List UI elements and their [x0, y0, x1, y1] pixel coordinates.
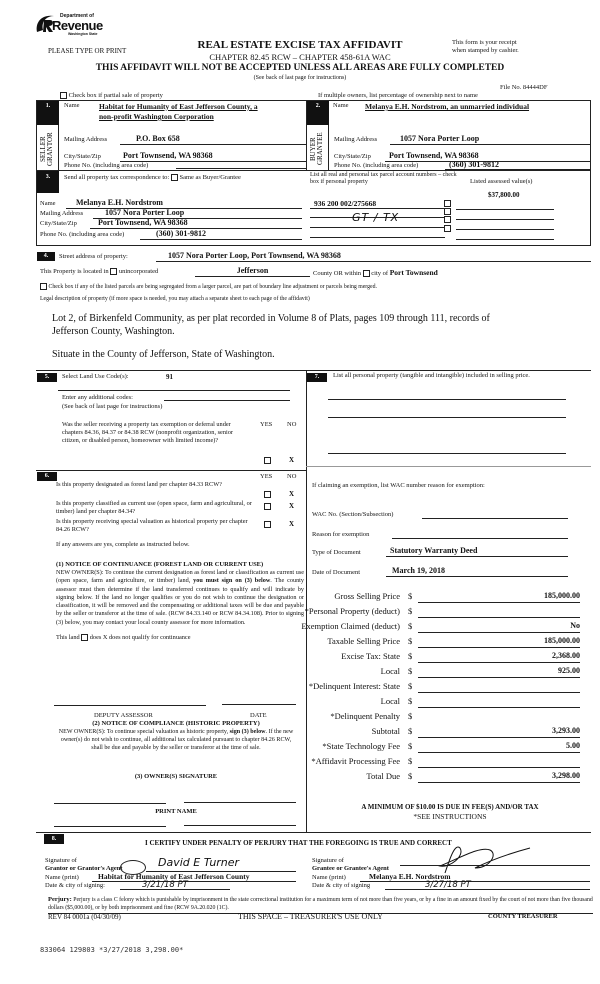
affidavit-processing-fee-row: *Affidavit Processing Fee $ — [310, 756, 600, 770]
partial-sale-label: Check box if partial sale of property — [68, 92, 163, 99]
handwritten-parcel-note: GT / TX — [352, 211, 400, 224]
grantee-name-label: Name (print) — [312, 874, 346, 881]
land-use-code[interactable]: 91 — [166, 373, 173, 381]
personal-property-deduct-row: *Personal Property (deduct) $ — [310, 606, 600, 620]
assessed-value-1[interactable]: $37,800.00 — [488, 191, 520, 199]
corr-name-field[interactable]: Melanya E.H. Nordstrom — [66, 198, 302, 209]
affidavit-processing-fee-field[interactable] — [418, 756, 580, 768]
additional-codes-field[interactable] — [164, 393, 290, 401]
doc-date-label: Date of Document — [312, 569, 361, 576]
excise-tax-state-field[interactable]: 2,368.00 — [418, 651, 580, 663]
owner-signature-line-1[interactable] — [54, 803, 166, 804]
section-7-badge: 7. — [307, 373, 327, 382]
seller-phone-field[interactable] — [176, 160, 306, 169]
correspondence-label: Send all property tax correspondence to: — [64, 174, 170, 181]
segregated-row — [40, 283, 377, 291]
delinquent-interest-local-row: Local $ — [310, 696, 600, 710]
grantor-signature[interactable]: David E Turner — [146, 856, 296, 872]
notice-continuance-title: (1) NOTICE OF CONTINUANCE (FOREST LAND OR CURRENT USE) — [56, 561, 264, 568]
delinquent-interest-state-row: *Delinquent Interest: State $ — [310, 681, 600, 695]
taxable-selling-price-field[interactable]: 185,000.00 — [418, 636, 580, 648]
continuance-row — [56, 634, 191, 642]
land-use-no-header: NO — [287, 421, 297, 428]
correspondence-row — [64, 174, 241, 182]
treasurer-receipt-stamp: 833064 129803 *3/27/2018 3,298.00* — [40, 946, 184, 954]
grantee-date-label: Date & city of signing — [312, 882, 371, 889]
county-treasurer: COUNTY TREASURER — [488, 913, 558, 920]
land-use-yes-header: YES — [260, 421, 273, 428]
corr-mailing-field[interactable]: 1057 Nora Porter Loop — [93, 208, 302, 219]
street-label: Street address of property: — [59, 253, 128, 260]
historic-yes-checkbox[interactable] — [264, 521, 271, 528]
legal-line-3: Situate in the County of Jefferson, State of Washington. — [52, 349, 275, 360]
grantee-sig-label: Signature of Grantee or Grantee's Agent — [312, 857, 389, 872]
current-use-question: Is this property classified as current use (open space, farm and agricultural, or timber) land per chapter 84.34? — [56, 500, 252, 515]
wac-label: WAC No. (Section/Subsection) — [312, 511, 394, 518]
does-not-qualify[interactable]: X does not qualify for continuance — [102, 634, 191, 641]
partial-sale-checkbox[interactable] — [60, 92, 67, 99]
buyer-city-field[interactable]: Port Townsend, WA 98368 — [385, 151, 590, 162]
historic-no-answer[interactable]: X — [289, 520, 295, 528]
grantee-signature[interactable] — [400, 844, 590, 866]
see-instructions-note: *SEE INSTRUCTIONS — [413, 812, 487, 821]
does-label: does — [89, 634, 102, 641]
current-use-yes-checkbox[interactable] — [264, 503, 271, 510]
street-address-field[interactable]: 1057 Nora Porter Loop, Port Townsend, WA 98368 — [156, 251, 591, 262]
personal-property-line-2[interactable] — [328, 417, 566, 418]
legal-line-1: Lot 2, of Birkenfeld Community, as per plat recorded in Volume 8 of Plats, pages 109 through 111, records of — [52, 313, 490, 324]
warning-banner: THIS AFFIDAVIT WILL NOT BE ACCEPTED UNLESS ALL AREAS ARE FULLY COMPLETED — [95, 63, 505, 73]
assessed-row-2[interactable] — [456, 219, 554, 220]
amount-label: Gross Selling Price — [334, 591, 400, 601]
perjury-notice: Perjury: Perjury is a class C felony which is punishable by imprisonment in the state correctional institution for a maximum term of not more than five years, or by a fine in an amount fixed by the court of not more than five thousand dollars ($5,000.00), or by both imprisonment and fine (RCW 9A.20.020 (1C). — [48, 896, 593, 914]
buyer-side-label: BUYER GRANTEE — [309, 132, 324, 166]
forest-no-answer[interactable]: X — [289, 490, 295, 498]
wac-field[interactable] — [422, 509, 568, 519]
forest-question: Is this property designated as forest land per chapter 84.33 RCW? — [56, 481, 222, 488]
legal-description[interactable] — [52, 312, 572, 361]
grantor-name-label: Name (print) — [45, 874, 79, 881]
buyer-name-label: Name — [333, 102, 349, 109]
additional-codes-note: (See back of last page for instructions) — [62, 403, 163, 410]
county-field[interactable]: Jefferson — [195, 266, 310, 277]
city-of-label: city of — [371, 270, 389, 277]
logo-dept: Department of — [60, 13, 94, 19]
grantee-name-field[interactable]: Melanya E.H. Nordstrom — [360, 872, 590, 882]
seller-mailing-label: Mailing Address — [64, 136, 108, 143]
instructions-note: (See back of last page for instructions) — [253, 75, 347, 81]
state-technology-fee-row: *State Technology Fee $ 5.00 — [322, 741, 580, 751]
designation-no-header: NO — [287, 473, 297, 480]
logo-state: Washington State — [68, 32, 98, 36]
delinquent-penalty-row: *Delinquent Penalty $ — [310, 711, 600, 725]
grantor-date-label: Date & city of signing: — [45, 882, 105, 889]
grantor-date-field[interactable]: 3/21/18 PT — [120, 880, 230, 890]
seller-name[interactable]: Habitat for Humanity of East Jefferson County, a — [99, 102, 258, 111]
corr-mailing-label: Mailing Address — [40, 210, 84, 217]
delinquent-interest-state-field[interactable] — [418, 681, 580, 693]
corr-city-field[interactable]: Port Townsend, WA 98368 — [90, 218, 302, 229]
treasurer-space: THIS SPACE – TREASURER'S USE ONLY — [238, 912, 383, 921]
seller-city-label: City/State/Zip — [64, 153, 101, 160]
buyer-phone-field[interactable]: (360) 301-9812 — [445, 160, 590, 170]
owner-signature-label: (3) OWNER(S) SIGNATURE — [134, 773, 218, 780]
partial-sale-row — [60, 92, 163, 100]
delinquent-interest-local-field[interactable] — [418, 696, 580, 708]
if-yes-note: If any answers are yes, complete as instructed below. — [56, 541, 190, 548]
personal-property-line-3[interactable] — [328, 453, 566, 454]
print-name-line-1[interactable] — [54, 826, 166, 827]
parcel-2-personal-checkbox[interactable] — [444, 208, 451, 215]
multiple-owners-note: If multiple owners, list percentage of ownership next to name — [318, 92, 478, 99]
subtotal-row: Subtotal $ 3,293.00 — [371, 726, 580, 736]
historic-question: Is this property receiving special valuation as historical property per chapter 84.26 RCW? — [56, 518, 248, 533]
form-revision: REV 84 0001a (04/30/09) — [48, 913, 121, 921]
section-6-badge: 6. — [37, 472, 57, 481]
county-or-label: County OR within — [313, 270, 362, 277]
parcel-row-1[interactable]: 936 200 002/275668 — [310, 199, 445, 209]
land-use-line — [58, 390, 290, 391]
unincorporated-label: unincorporated — [118, 268, 159, 275]
located-label: This Property is located in — [40, 268, 109, 275]
print-name-line-2[interactable] — [184, 825, 296, 826]
buyer-mailing-label: Mailing Address — [334, 136, 378, 143]
section-2-badge: 2. — [307, 101, 329, 170]
corr-phone-field[interactable]: (360) 301-9812 — [140, 229, 302, 240]
seller-name-label: Name — [64, 102, 80, 109]
minimum-fee-note: A MINIMUM OF $10.00 IS DUE IN FEE(S) AND/OR TAX — [361, 803, 539, 811]
excise-tax-state-row: Excise Tax: State $ 2,368.00 — [341, 651, 580, 661]
parcel-1-personal-checkbox[interactable] — [444, 200, 451, 207]
section-3-badge: 3. — [37, 171, 59, 193]
corr-phone-label: Phone No. (including area code) — [40, 231, 125, 238]
section-5-badge: 5. — [37, 373, 57, 382]
section-8-badge: 8. — [44, 834, 64, 844]
parcel-3-personal-checkbox[interactable] — [444, 216, 451, 223]
city-row — [313, 268, 438, 278]
this-land-label: This land — [56, 634, 80, 641]
assessor-date-label: DATE — [250, 712, 267, 719]
doc-date-field[interactable]: March 19, 2018 — [386, 566, 568, 577]
please-type: PLEASE TYPE OR PRINT — [48, 47, 127, 55]
assessed-row-3[interactable] — [456, 229, 554, 230]
seller-phone-label: Phone No. (including area code) — [64, 162, 149, 169]
corr-city-label: City/State/Zip — [40, 220, 77, 227]
seller-name-line2[interactable]: non-profit Washington Corporation — [99, 112, 214, 121]
notice-compliance-text: NEW OWNER(S): To continue special valuation as historic property, sign (3) below. If the new owner(s) do not wish to continue, all additional tax calculated pursuant to chapter 84.26 RCW, shall be due and payable by the seller or transferor at the time of sale. — [58, 729, 294, 752]
grantor-sig-label: Signature of Grantor or Grantor's Agent — [45, 857, 123, 872]
excise-tax-local-row: Local $ 925.00 — [380, 666, 580, 676]
exemption-no-answer[interactable]: X — [289, 456, 295, 464]
personal-property-line-1[interactable] — [328, 399, 566, 400]
doc-type-label: Type of Document — [312, 549, 361, 556]
state-technology-fee-field[interactable]: 5.00 — [418, 741, 580, 753]
personal-property-label: List all personal property (tangible and intangible) included in selling price. — [333, 372, 530, 379]
dor-logo — [34, 12, 104, 38]
grantor-name-field[interactable]: Habitat for Humanity of East Jefferson County — [92, 872, 296, 882]
delinquent-penalty-field[interactable] — [418, 711, 580, 723]
same-as-buyer-checkbox[interactable] — [171, 174, 178, 181]
section-4-badge: 4. — [37, 252, 55, 261]
certification-statement: I CERTIFY UNDER PENALTY OF PERJURY THAT THE FOREGOING IS TRUE AND CORRECT — [145, 839, 452, 847]
file-number: File No. 84444DF — [500, 84, 548, 91]
taxable-selling-price-row: Taxable Selling Price $ 185,000.00 — [327, 636, 580, 646]
form-title: REAL ESTATE EXCISE TAX AFFIDAVIT — [197, 39, 403, 51]
receipt-note-1: This form is your receipt — [452, 39, 517, 46]
does-qualify-checkbox[interactable] — [81, 634, 88, 641]
buyer-mailing-field[interactable]: 1057 Nora Porter Loop — [390, 134, 590, 145]
buyer-city-label: City/State/Zip — [334, 153, 371, 160]
segregated-checkbox[interactable] — [40, 283, 47, 290]
exemption-yes-checkbox[interactable] — [264, 457, 271, 464]
segregated-label: Check box if any of the listed parcels are being segregated from a larger parcel, are part of boundary line adjustment or parcels being merged. — [48, 283, 377, 290]
legal-description-label: Legal description of property (if more space is needed, you may attach a separate sheet to each page of the affidavit) — [40, 296, 310, 302]
gross-selling-price-row: Gross Selling Price $ 185,000.00 — [334, 591, 580, 601]
total-due-row: Total Due $ 3,298.00 — [366, 771, 580, 781]
assessed-row-4[interactable] — [456, 239, 554, 240]
section-1-badge: 1. — [37, 101, 59, 170]
location-row — [40, 268, 158, 276]
parcel-4-personal-checkbox[interactable] — [444, 225, 451, 232]
deputy-assessor-label: DEPUTY ASSESSOR — [94, 712, 153, 719]
buyer-name[interactable]: Melanya E.H. Nordstrom, an unmarried individual — [365, 102, 530, 111]
additional-codes-label: Enter any additional codes: — [62, 394, 133, 401]
land-use-label: Select Land Use Code(s): — [62, 373, 129, 380]
receipt-note-2: when stamped by cashier. — [452, 47, 519, 54]
exemption-claimed-field[interactable]: No — [418, 621, 580, 633]
forest-yes-checkbox[interactable] — [264, 491, 271, 498]
assessed-row-1[interactable] — [456, 209, 554, 210]
city-checkbox[interactable] — [363, 270, 370, 277]
current-use-no-answer[interactable]: X — [289, 502, 295, 510]
seller-city-field[interactable]: Port Townsend, WA 98368 — [120, 151, 306, 162]
notice-continuance-text: NEW OWNER(S): To continue the current designation as forest land or classification as current use (open space, farm and agriculture, or timber) land, you must sign on (3) below. The county assessor must then determine if the land transferred continues to qualify and will indicate by signing below. If the land no longer qualifies or you do not wish to continue the designation or classification, it will be removed and the compensating or additional taxes will be due and payable by the seller or transferor at the time of sale. (RCW 84.33.140 or RCW 84.34.108). Prior to signing (3) below, you may contact your local county assessor for more information. — [56, 569, 304, 626]
logo-main: Revenue — [52, 18, 103, 33]
parcel-row-4[interactable] — [310, 228, 445, 238]
notice-compliance-title: (2) NOTICE OF COMPLIANCE (HISTORIC PROPERTY) — [92, 720, 260, 727]
same-as-buyer-label: Same as Buyer/Grantee — [179, 174, 241, 181]
gross-selling-price-field[interactable]: 185,000.00 — [418, 591, 580, 603]
legal-line-2: Jefferson County, Washington. — [52, 326, 175, 337]
parcels-header: List all real and personal tax parcel account numbers – check box if personal property — [310, 172, 457, 186]
grantee-date-field[interactable]: 3/27/18 PT — [385, 880, 590, 890]
seller-mailing-field[interactable]: P.O. Box 658 — [120, 134, 306, 145]
reason-field[interactable] — [392, 529, 568, 539]
designation-yes-header: YES — [260, 473, 273, 480]
city-value[interactable]: Port Townsend — [389, 268, 438, 277]
exemption-wac-prompt: If claiming an exemption, list WAC number reason for exemption: — [312, 482, 485, 489]
seller-side-label: SELLER GRANTOR — [39, 132, 54, 166]
excise-tax-local-field[interactable]: 925.00 — [418, 666, 580, 678]
reason-label: Reason for exemption — [312, 531, 370, 538]
owner-signature-line-2[interactable] — [184, 802, 296, 803]
personal-property-deduct-field[interactable] — [418, 606, 580, 618]
assessed-header: Listed assessed value(s) — [470, 178, 533, 185]
doc-type-field[interactable]: Statutory Warranty Deed — [386, 546, 568, 557]
subtotal-field[interactable]: 3,293.00 — [418, 726, 580, 738]
unincorporated-checkbox[interactable] — [110, 268, 117, 275]
corr-name-label: Name — [40, 200, 56, 207]
exemption-claimed-row: Exemption Claimed (deduct) $ No — [301, 621, 580, 631]
deputy-assessor-line[interactable] — [54, 705, 206, 706]
total-due-field[interactable]: 3,298.00 — [418, 771, 580, 783]
assessor-date-line[interactable] — [222, 704, 296, 705]
exemption-question: Was the seller receiving a property tax exemption or deferral under chapters 84.36, 84.37 or 84.38 RCW (nonprofit organization, senior citizen, or disabled person, homeowner with limited income)? — [62, 421, 233, 444]
form-subtitle: CHAPTER 82.45 RCW – CHAPTER 458-61A WAC — [209, 52, 391, 62]
print-name-label: PRINT NAME — [155, 808, 197, 815]
buyer-phone-label: Phone No. (including area code) — [334, 162, 419, 169]
